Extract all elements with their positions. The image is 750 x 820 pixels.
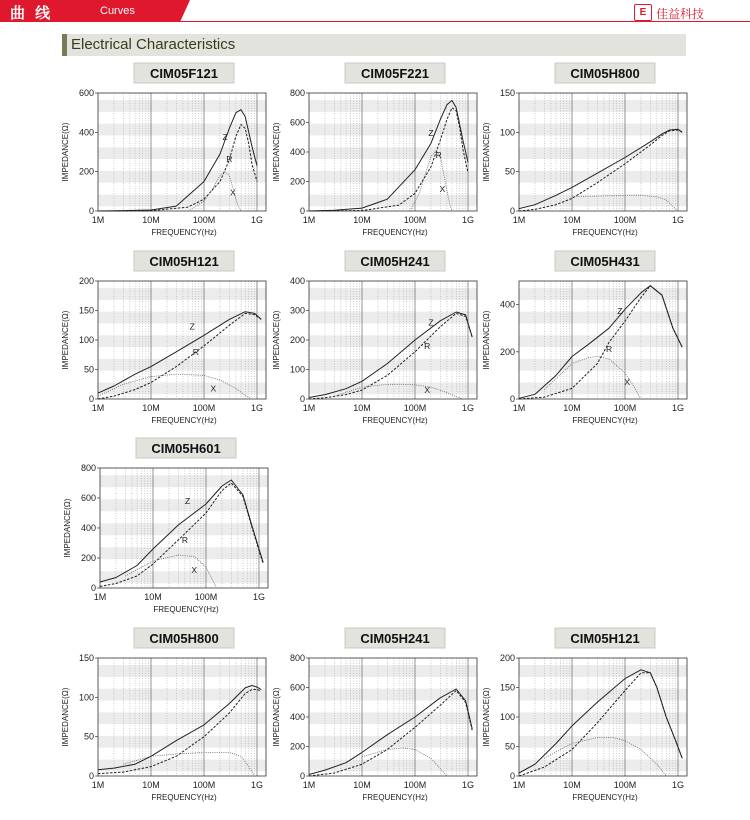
x-tick-label: 1G	[250, 403, 264, 413]
y-tick-label: 300	[289, 305, 305, 316]
y-tick-label: 200	[499, 653, 515, 663]
y-tick-label: 800	[289, 88, 305, 98]
y-tick-label: 0	[88, 771, 94, 781]
y-tick-label: 100	[289, 364, 305, 375]
y-axis-label: IMPEDANCE(Ω)	[272, 687, 281, 747]
x-axis-label: FREQUENCY(Hz)	[362, 793, 428, 802]
y-tick-label: 800	[289, 653, 305, 663]
y-tick-label: 100	[78, 692, 94, 703]
x-tick-label: 1G	[671, 780, 685, 790]
y-axis-label: IMPEDANCE(Ω)	[61, 122, 70, 182]
x-axis-label: FREQUENCY(Hz)	[572, 793, 638, 802]
curve-label-z: Z	[617, 306, 623, 317]
x-tick-label: 100M	[192, 403, 216, 413]
chart-cim05h800-8	[61, 628, 266, 802]
curve-label-r: R	[424, 340, 431, 351]
x-tick-label: 100M	[403, 403, 427, 413]
y-axis-label: IMPEDANCE(Ω)	[272, 122, 281, 182]
y-tick-label: 0	[88, 206, 94, 216]
curve-label-z: Z	[428, 127, 434, 138]
curve-label-x: X	[210, 383, 217, 394]
curve-label-r: R	[181, 535, 188, 545]
y-axis-label: IMPEDANCE(Ω)	[61, 687, 70, 747]
x-tick-label: 1M	[302, 780, 316, 790]
x-axis-label: FREQUENCY(Hz)	[362, 416, 428, 425]
curve-label-x: X	[229, 187, 236, 198]
chart-title: CIM05H601	[151, 441, 221, 456]
y-tick-label: 200	[499, 346, 515, 357]
y-tick-label: 400	[289, 276, 305, 286]
y-tick-label: 0	[88, 394, 94, 404]
chart-title: CIM05F221	[361, 66, 429, 81]
header-title-cn: 曲 线	[10, 5, 54, 22]
chart-title: CIM05F121	[150, 66, 218, 81]
y-axis-label: IMPEDANCE(Ω)	[61, 310, 70, 370]
chart-cim05f121-1	[61, 63, 266, 237]
y-tick-label: 100	[78, 335, 94, 345]
x-tick-label: 10M	[353, 780, 371, 790]
curve-label-x: X	[191, 565, 198, 575]
x-tick-label: 100M	[194, 592, 218, 602]
x-tick-label: 1G	[250, 215, 264, 225]
y-tick-label: 0	[299, 771, 305, 781]
y-tick-label: 0	[509, 394, 515, 404]
x-tick-label: 10M	[353, 215, 371, 225]
chart-title: CIM05H241	[360, 254, 430, 269]
curve-label-z: Z	[222, 132, 228, 143]
y-tick-label: 200	[78, 276, 94, 286]
x-axis-label: FREQUENCY(Hz)	[151, 228, 217, 237]
chart-cim05h241-9	[272, 628, 477, 802]
chart-title: CIM05H121	[570, 631, 640, 646]
y-tick-label: 100	[499, 127, 515, 138]
chart-title: CIM05H431	[570, 254, 640, 269]
y-tick-label: 50	[83, 731, 94, 742]
x-tick-label: 1M	[302, 215, 316, 225]
x-axis-label: FREQUENCY(Hz)	[151, 793, 217, 802]
y-tick-label: 800	[80, 463, 96, 473]
x-axis-label: FREQUENCY(Hz)	[572, 228, 638, 237]
y-tick-label: 0	[299, 394, 305, 404]
x-axis-label: FREQUENCY(Hz)	[151, 416, 217, 425]
y-tick-label: 600	[80, 493, 96, 503]
x-tick-label: 100M	[403, 215, 427, 225]
x-tick-label: 100M	[613, 780, 637, 790]
y-tick-label: 200	[289, 335, 305, 345]
y-axis-label: IMPEDANCE(Ω)	[482, 310, 491, 370]
x-tick-label: 1M	[512, 403, 526, 413]
x-tick-label: 1G	[250, 780, 264, 790]
y-tick-label: 400	[80, 523, 96, 533]
y-tick-label: 100	[499, 712, 515, 722]
x-axis-label: FREQUENCY(Hz)	[362, 228, 428, 237]
chart-title: CIM05H800	[149, 631, 219, 646]
x-axis-label: FREQUENCY(Hz)	[153, 605, 219, 614]
y-tick-label: 50	[504, 166, 515, 177]
y-tick-label: 400	[499, 299, 515, 310]
y-tick-label: 50	[504, 741, 515, 752]
curve-label-x: X	[439, 183, 446, 194]
header-title-en: Curves	[100, 5, 135, 17]
x-tick-label: 10M	[142, 780, 160, 790]
y-axis-label: IMPEDANCE(Ω)	[482, 687, 491, 747]
y-tick-label: 600	[289, 117, 305, 128]
y-tick-label: 150	[499, 682, 515, 693]
section-title: Electrical Characteristics	[71, 36, 236, 53]
chart-cim05f221-2	[272, 63, 477, 237]
y-tick-label: 200	[289, 176, 305, 187]
series-z-line	[98, 312, 261, 393]
chart-title: CIM05H241	[360, 631, 430, 646]
y-tick-label: 150	[78, 653, 94, 663]
x-tick-label: 100M	[613, 215, 637, 225]
x-tick-label: 1G	[252, 592, 266, 602]
y-axis-label: IMPEDANCE(Ω)	[63, 498, 72, 558]
chart-cim05h800-3	[482, 63, 687, 237]
y-tick-label: 0	[509, 771, 515, 781]
x-tick-label: 10M	[142, 403, 160, 413]
curve-label-z: Z	[185, 496, 191, 506]
x-tick-label: 10M	[353, 403, 371, 413]
y-tick-label: 150	[78, 305, 94, 316]
x-tick-label: 1M	[91, 403, 105, 413]
curve-label-r: R	[605, 343, 613, 354]
chart-title: CIM05H121	[149, 254, 219, 269]
curve-label-r: R	[226, 153, 233, 164]
chart-cim05h241-5	[272, 251, 477, 425]
y-tick-label: 600	[289, 682, 305, 693]
y-tick-label: 150	[499, 88, 515, 98]
x-tick-label: 10M	[142, 215, 160, 225]
y-axis-label: IMPEDANCE(Ω)	[482, 122, 491, 182]
x-tick-label: 100M	[192, 780, 216, 790]
x-tick-label: 1G	[671, 403, 685, 413]
x-tick-label: 1M	[91, 215, 105, 225]
y-tick-label: 600	[78, 88, 94, 98]
x-tick-label: 10M	[144, 592, 162, 602]
x-tick-label: 1G	[671, 215, 685, 225]
x-tick-label: 10M	[563, 780, 581, 790]
curve-label-x: X	[624, 376, 631, 387]
x-tick-label: 1M	[512, 780, 526, 790]
x-tick-label: 1G	[461, 215, 475, 225]
chart-cim05h601-7	[63, 438, 268, 614]
y-tick-label: 400	[78, 127, 94, 138]
y-tick-label: 400	[289, 147, 305, 157]
curve-label-x: X	[424, 385, 431, 396]
x-tick-label: 10M	[563, 215, 581, 225]
x-axis-label: FREQUENCY(Hz)	[572, 416, 638, 425]
y-tick-label: 0	[90, 583, 96, 593]
y-tick-label: 50	[83, 364, 94, 375]
y-tick-label: 400	[289, 712, 305, 722]
x-tick-label: 1M	[512, 215, 526, 225]
x-tick-label: 1M	[302, 403, 316, 413]
x-tick-label: 100M	[192, 215, 216, 225]
curve-label-r: R	[192, 346, 199, 357]
x-tick-label: 1M	[91, 780, 105, 790]
chart-cim05h431-6	[482, 251, 687, 425]
brand-name: 佳益科技	[656, 7, 705, 21]
chart-cim05h121-10	[482, 628, 687, 802]
y-tick-label: 0	[299, 206, 305, 216]
curve-label-z: Z	[189, 321, 195, 332]
x-tick-label: 1G	[461, 780, 475, 790]
brand-logo-icon: E	[634, 4, 652, 21]
y-tick-label: 200	[80, 553, 96, 563]
x-tick-label: 1M	[93, 592, 107, 602]
curve-label-z: Z	[428, 317, 434, 328]
x-tick-label: 1G	[461, 403, 475, 413]
x-tick-label: 10M	[563, 403, 581, 413]
curve-label-r: R	[435, 149, 442, 160]
chart-title: CIM05H800	[570, 66, 640, 81]
x-tick-label: 100M	[613, 403, 637, 413]
chart-cim05h121-4	[61, 251, 266, 425]
y-tick-label: 0	[509, 206, 515, 216]
y-tick-label: 200	[289, 741, 305, 752]
x-tick-label: 100M	[403, 780, 427, 790]
y-axis-label: IMPEDANCE(Ω)	[272, 310, 281, 370]
y-tick-label: 200	[78, 166, 94, 177]
